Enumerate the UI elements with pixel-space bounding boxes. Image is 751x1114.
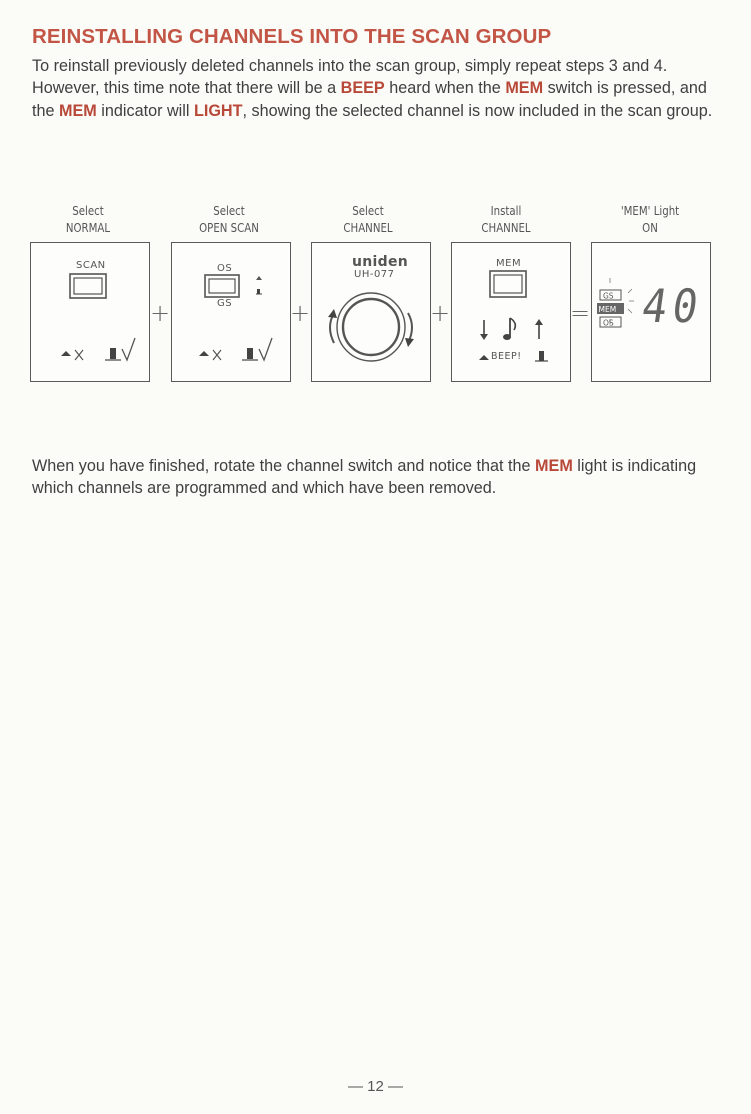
channel-readout: 40 xyxy=(638,279,707,333)
os-switch-label: OS xyxy=(217,263,233,274)
step-3-panel xyxy=(311,242,431,382)
equals-operator: = xyxy=(570,299,591,327)
outro-paragraph xyxy=(32,455,720,500)
brand-logo: uniden xyxy=(352,254,409,270)
step-1-panel xyxy=(30,242,150,382)
scan-switch-label: SCAN xyxy=(76,260,106,271)
text-run: , showing the selected channel is now included in the scan group. xyxy=(242,101,713,120)
bold-term: MEM xyxy=(505,79,544,98)
mem-switch-label: MEM xyxy=(496,258,522,269)
text-run: indicator will xyxy=(96,101,194,120)
text-run: When you have finished, rotate the channel switch and notice that the xyxy=(32,457,536,475)
step-1-caption: Select NORMAL xyxy=(65,204,111,235)
step-4-panel xyxy=(451,242,571,382)
plus-operator-2: + xyxy=(290,299,311,327)
section-heading: REINSTALLING CHANNELS INTO THE SCAN GROUP xyxy=(32,25,552,48)
text-run: heard when the xyxy=(384,79,506,98)
page-number: — 12 — xyxy=(347,1078,404,1095)
channel-knob-icon xyxy=(312,243,430,381)
plus-operator-1: + xyxy=(150,299,171,327)
text-run: switch is pressed, and the xyxy=(32,79,707,120)
scan-switch-icon xyxy=(31,243,149,381)
bold-term: BEEP xyxy=(340,79,385,98)
step-2-panel xyxy=(171,242,291,382)
bold-term: LIGHT xyxy=(193,101,243,120)
text-run: light is indicating which channels are programmed and which have been removed. xyxy=(32,457,697,498)
procedure-diagram xyxy=(30,203,715,383)
beep-label: BEEP! xyxy=(491,351,522,362)
text-run: To reinstall previously deleted channels into the scan group, simply repeat steps 3 and 4. However, this time note that there will be a xyxy=(32,57,668,98)
gs-switch-label: GS xyxy=(217,298,233,309)
model-number: UH-077 xyxy=(354,269,395,280)
os-gs-switch-icon xyxy=(172,243,290,381)
mem-indicator: MEM xyxy=(598,305,617,314)
step-4-caption: Install CHANNEL xyxy=(481,204,531,235)
step-3-caption: Select CHANNEL xyxy=(343,204,393,235)
os-indicator: OS xyxy=(603,318,614,328)
bold-term: MEM xyxy=(59,101,97,120)
step-2-caption: Select OPEN SCAN xyxy=(199,204,259,235)
bold-term: MEM xyxy=(535,457,573,475)
step-5-caption: 'MEM' Light ON xyxy=(620,204,680,235)
step-5-panel xyxy=(591,242,711,382)
plus-operator-3: + xyxy=(430,299,451,327)
intro-paragraph xyxy=(32,55,720,122)
gs-indicator: GS xyxy=(603,291,614,301)
